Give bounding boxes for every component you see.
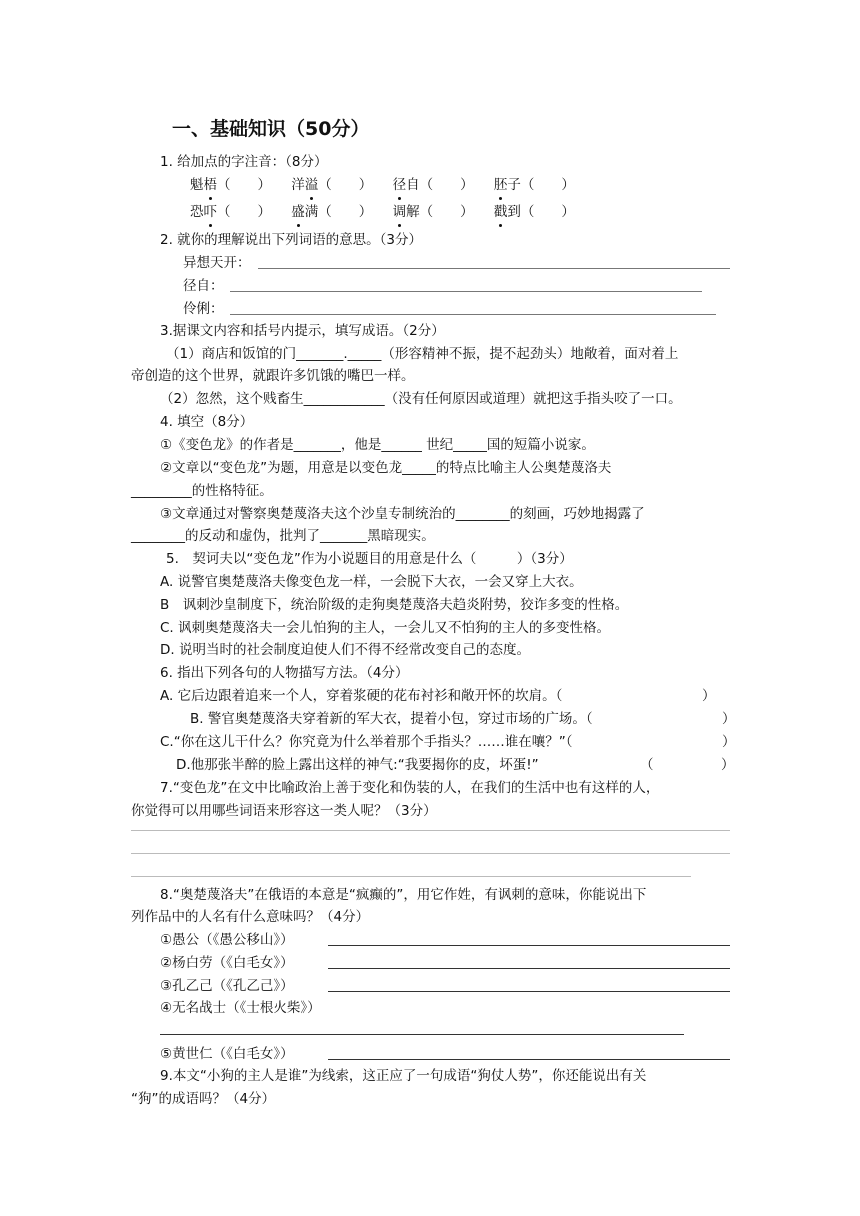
q6-close: ） <box>722 711 736 727</box>
q9-line: “狗”的成语吗？（4分） <box>131 1091 276 1107</box>
q6-option: D.他那张半醉的脸上露出这样的神气:“我要揭你的皮，坏蛋!” <box>176 757 539 773</box>
q6-close: ） <box>702 688 716 704</box>
q8-item: ⑤黄世仁（《白毛女》） <box>160 1046 294 1062</box>
q1-row2 <box>190 202 591 222</box>
q5-option: A. 说警官奥楚蔑洛夫像变色龙一样，一会脱下大衣，一会又穿上大衣。 <box>160 574 583 590</box>
answer-line[interactable] <box>328 1059 730 1060</box>
q6-option: C.“你在这儿干什么？你究竟为什么举着那个手指头？……谁在嚷？”（ <box>160 734 573 750</box>
q1-word: 盛满（ ） <box>291 204 373 220</box>
q1-row1 <box>190 175 591 195</box>
q7-line: 你觉得可以用哪些词语来形容这一类人呢？（3分） <box>131 803 437 819</box>
q2-term: 径自： <box>183 278 224 294</box>
answer-line[interactable] <box>258 268 730 269</box>
q8-item: ③孔乙己（《孔乙己》） <box>160 978 294 994</box>
q6-close: ） <box>722 734 736 750</box>
answer-line[interactable] <box>160 1034 684 1035</box>
q4-line: ③文章通过对警察奥楚蔑洛夫这个沙皇专制统治的________的刻画，巧妙地揭露了 <box>160 506 645 522</box>
q5-option: D. 说明当时的社会制度迫使人们不得不经常改变自己的态度。 <box>160 642 530 658</box>
q3-stem: 3.据课文内容和括号内提示，填写成语。（2分） <box>160 323 445 339</box>
q4-stem: 4. 填空（8分） <box>160 414 254 430</box>
q1-word: 洋溢（ ） <box>291 177 373 193</box>
q1-word: 径自（ ） <box>392 177 474 193</box>
q8-item: ①愚公（《愚公移山》） <box>160 932 294 948</box>
q7-line: 7.“变色龙”在文中比喻政治上善于变化和伪装的人，在我们的生活中也有这样的人， <box>160 780 660 796</box>
q5-stem: 5. 契诃夫以“变色龙”作为小说题目的用意是什么（ ）（3分） <box>166 551 573 567</box>
answer-line[interactable] <box>230 291 702 292</box>
q4-line: _________的性格特征。 <box>131 483 273 499</box>
q1-word: 恐吓（ ） <box>190 204 271 220</box>
q1-word: 魁梧（ ） <box>190 177 271 193</box>
q1-word: 胚子（ ） <box>493 177 575 193</box>
q2-term: 异想天开： <box>183 255 251 271</box>
q9-line: 9.本文“小狗的主人是谁”为线索，这正应了一句成语“狗仗人势”，你还能说出有关 <box>160 1068 647 1084</box>
q4-line: ②文章以“变色龙”为题，用意是以变色龙_____的特点比喻主人公奥楚蔑洛夫 <box>160 460 612 476</box>
q1-stem: 1. 给加点的字注音：（8分） <box>160 154 328 170</box>
answer-line[interactable] <box>230 314 716 315</box>
q1-word: 调解（ ） <box>392 204 474 220</box>
q8-line: 8.“奥楚蔑洛夫”在俄语的本意是“疯癫的”，用它作姓，有讽刺的意味，你能说出下 <box>160 887 647 903</box>
q5-option: C. 讽刺奥楚蔑洛夫一会儿怕狗的主人，一会儿又不怕狗的主人的多变性格。 <box>160 620 611 636</box>
q3-line: （1）商店和饭馆的门_______._____（形容精神不振，提不起劲头）地敞着，面对着上 <box>166 346 679 362</box>
q3-line: 帝创造的这个世界，就跟许多饥饿的嘴巴一样。 <box>131 368 415 384</box>
section-title: 一、基础知识（50分） <box>172 118 370 140</box>
answer-line[interactable] <box>328 991 730 992</box>
answer-line[interactable] <box>131 853 730 854</box>
q2-term: 伶俐： <box>183 301 224 317</box>
q4-line: ①《变色龙》的作者是_______，他是______ 世纪_____国的短篇小说家。 <box>160 437 595 453</box>
q8-line: 列作品中的人名有什么意味吗？（4分） <box>131 909 370 925</box>
q8-item: ②杨白劳（《白毛女》） <box>160 955 294 971</box>
q4-line: ________的反动和虚伪，批判了_______黑暗现实。 <box>131 528 435 544</box>
q6-close: （ ） <box>640 757 735 773</box>
answer-line[interactable] <box>131 830 730 831</box>
answer-line[interactable] <box>328 968 730 969</box>
q3-line: （2）忽然，这个贱畜生____________（没有任何原因或道理）就把这手指头咬了一口。 <box>160 391 682 407</box>
q6-option: A. 它后边跟着追来一个人，穿着浆硬的花布衬衫和敞开怀的坎肩。（ <box>160 688 563 704</box>
q2-stem: 2. 就你的理解说出下列词语的意思。（3分） <box>160 232 423 248</box>
answer-line[interactable] <box>328 945 730 946</box>
answer-line[interactable] <box>131 876 691 877</box>
q1-word: 戳到（ ） <box>493 204 575 220</box>
q5-option: B 讽刺沙皇制度下，统治阶级的走狗奥楚蔑洛夫趋炎附势，狡诈多变的性格。 <box>160 597 629 613</box>
q8-item: ④无名战士（《士根火柴》） <box>160 1000 321 1016</box>
q6-option: B. 警官奥楚蔑洛夫穿着新的军大衣，提着小包，穿过市场的广场。（ <box>190 711 593 727</box>
q6-stem: 6. 指出下列各句的人物描写方法。（4分） <box>160 665 409 681</box>
